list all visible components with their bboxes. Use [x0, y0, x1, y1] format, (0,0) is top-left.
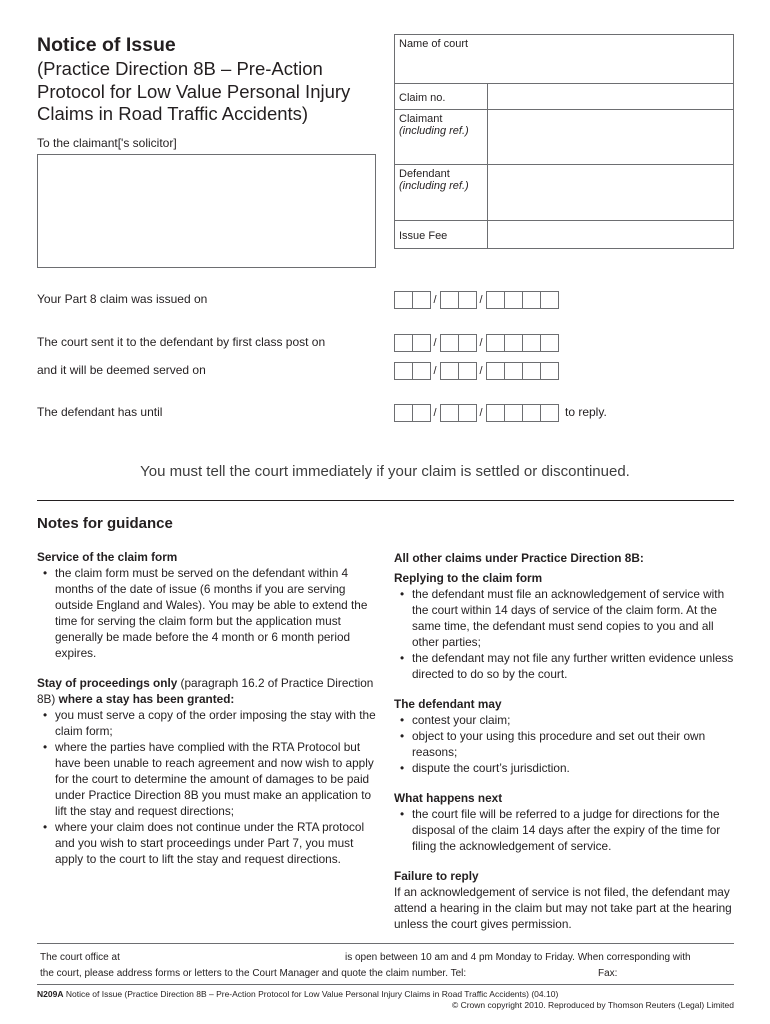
issue-fee-label: Issue Fee — [399, 230, 448, 242]
service-list — [37, 565, 377, 661]
notes-heading: Notes for guidance — [37, 515, 173, 532]
issued-on-date-field[interactable]: / / — [394, 291, 558, 309]
list-item: • dispute the court’s jurisdiction. — [394, 760, 739, 776]
copyright-notice: © Crown copyright 2010. Reproduced by Thomson Reuters (Legal) Limited — [451, 1000, 734, 1010]
what-happens-list — [394, 806, 739, 854]
defendant-label — [399, 168, 469, 192]
sent-by-post-label: The court sent it to the defendant by first class post on — [37, 335, 326, 349]
page-subtitle — [37, 58, 387, 126]
other-claims-heading: All other claims under Practice Direction 8B: — [394, 551, 644, 565]
issue-fee-row[interactable] — [395, 220, 733, 250]
failure-heading: Failure to reply — [394, 869, 479, 883]
fax-label: Fax: — [598, 968, 618, 979]
to-reply-label: to reply. — [565, 405, 607, 419]
office-at-label: The court office at — [40, 952, 120, 963]
notes-left-column — [37, 549, 377, 867]
list-item: • the claim form must be served on the defendant within 4 months of the date of issue (6 months if you are serving outside England and Wales). You may be able to extend the time for serving the claim form but the application must generally be made before the 4 month or 6 month period expires. — [37, 565, 377, 661]
replying-heading: Replying to the claim form — [394, 571, 543, 585]
list-item: • you must serve a copy of the order imposing the stay with the claim form; — [37, 707, 377, 739]
stay-list — [37, 707, 377, 867]
defendant-ref-text: (including ref.) — [399, 180, 469, 192]
service-heading: Service of the claim form — [37, 550, 178, 564]
claimant-ref-text: (including ref.) — [399, 125, 469, 137]
list-item: • contest your claim; — [394, 712, 739, 728]
claimant-row[interactable] — [395, 109, 733, 164]
subtitle-line: (Practice Direction 8B – Pre-Action — [37, 58, 323, 79]
name-of-court-label: Name of court — [399, 38, 469, 50]
list-item: • object to your using this procedure and set out their own reasons; — [394, 728, 739, 760]
form-identifier — [37, 989, 558, 999]
list-item: • where your claim does not continue under the RTA protocol and you wish to start proceedings under Part 7, you must apply to the court to lift the stay and request directions. — [37, 819, 377, 867]
subtitle-line: Claims in Road Traffic Accidents) — [37, 103, 309, 124]
list-item: • the defendant may not file any further written evidence unless directed to do so by the court. — [394, 650, 739, 682]
deemed-served-date-field[interactable]: / / — [394, 362, 558, 380]
address-forms-text: the court, please address forms or letters to the Court Manager and quote the claim number. Tel: — [40, 968, 467, 979]
deemed-served-label: and it will be deemed served on — [37, 363, 206, 377]
defendant-may-heading: The defendant may — [394, 697, 502, 711]
reply-by-date-field[interactable]: / / — [394, 404, 558, 422]
claimant-text: Claimant — [399, 113, 443, 125]
stay-paragraph-ref: (paragraph 16.2 of Practice Direction 8B) — [37, 676, 374, 706]
footer-divider — [37, 984, 734, 985]
issued-on-label: Your Part 8 claim was issued on — [37, 292, 208, 306]
defendant-until-label: The defendant has until — [37, 405, 163, 419]
replying-list — [394, 586, 739, 682]
defendant-row[interactable] — [395, 164, 733, 220]
form-title: Notice of Issue (Practice Direction 8B – Pre-Action Protocol for Low Value Personal Injury Claims in Road Traffic Accidents) (04.10) — [65, 989, 559, 999]
list-item: • the court file will be referred to a judge for directions for the disposal of the claim 14 days after the expiry of the time for filing the acknowledgement of service. — [394, 806, 739, 854]
list-item: • the defendant must file an acknowledgement of service with the court within 14 days of service of the claim form. At the same time, the defendant must send copies to you and all other parties; — [394, 586, 739, 650]
settlement-notice: You must tell the court immediately if your claim is settled or discontinued. — [140, 463, 630, 480]
form-code: N209A — [37, 989, 64, 999]
footer-divider — [37, 943, 734, 944]
court-box-divider — [487, 83, 488, 248]
subtitle-line: Protocol for Low Value Personal Injury — [37, 80, 351, 102]
page-title: Notice of Issue — [37, 34, 176, 56]
to-claimant-label: To the claimant['s solicitor] — [37, 136, 177, 150]
failure-text: If an acknowledgement of service is not filed, the defendant may attend a hearing in the claim but may not take part at the hearing unless the court gives permission. — [394, 885, 732, 931]
claim-no-label: Claim no. — [399, 92, 446, 104]
office-hours-text: is open between 10 am and 4 pm Monday to Friday. When corresponding with — [345, 952, 691, 963]
what-happens-heading: What happens next — [394, 791, 503, 805]
notes-right-column — [394, 550, 739, 932]
sent-by-post-date-field[interactable]: / / — [394, 334, 558, 352]
section-divider — [37, 500, 734, 501]
claimant-label — [399, 113, 469, 137]
stay-heading: Stay of proceedings only — [37, 676, 178, 690]
list-item: • where the parties have complied with the RTA Protocol but have been unable to reach agreement and now wish to apply for the court to determine the amount of damages to be paid under Practice Direction 8B you must make an application to lift the stay and request directions; — [37, 739, 377, 819]
defendant-may-list — [394, 712, 739, 776]
court-details-box — [394, 34, 734, 249]
stay-intro — [37, 675, 377, 707]
claimant-address-field[interactable] — [37, 154, 376, 268]
stay-condition: where a stay has been granted: — [58, 692, 235, 706]
defendant-text: Defendant — [399, 168, 450, 180]
